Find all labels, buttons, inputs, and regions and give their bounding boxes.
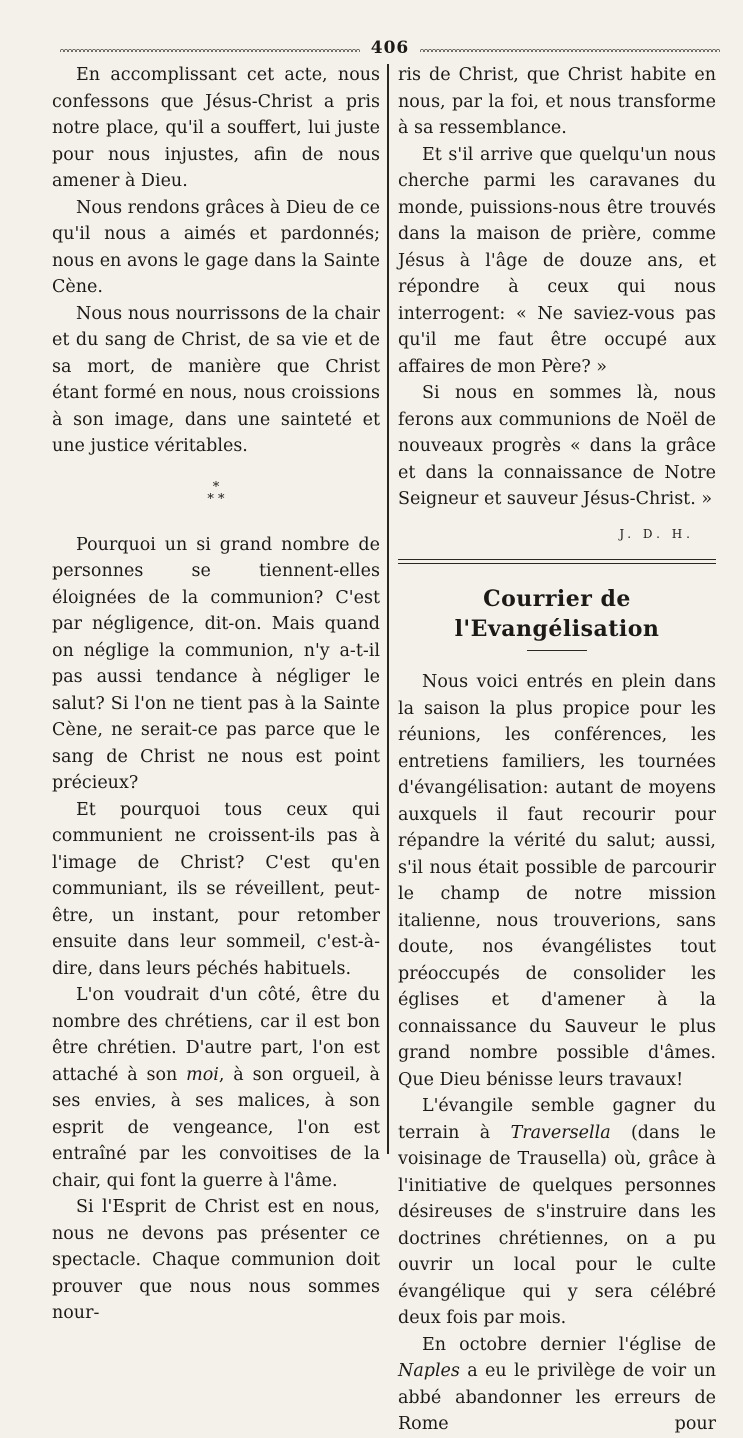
text-run: , à son orgueil, à ses envies, à ses malices, à son esprit de vengeance, l'on est entraîné par les convoitises de la chair, qui font la guerre à l'âme. — [52, 1064, 380, 1191]
text-run: En octobre dernier l'église de — [422, 1334, 716, 1355]
paragraph: Si nous en sommes là, nous ferons aux communions de Noël de nouveaux progrès « dans la grâce et dans la connaissance de Notre Seigneur et sauveur Jésus-Christ. » — [398, 383, 716, 509]
paragraph — [398, 1093, 716, 1332]
section-title: Courrier de l'Evangélisation — [454, 586, 660, 642]
paragraph: Nous rendons grâces à Dieu de ce qu'il nous a aimés et pardonnés; nous en avons le gage dans la Sainte Cène. — [52, 197, 381, 297]
paragraph: Nous voici entrés en plein dans la saison la plus propice pour les réunions, les conférences, les entretiens familiers, les tournées d'évangélisation: autant de moyens auxquels il faut recourir pour répandre la vérité du salut; aussi, s'il nous était possible de parcourir le champ de notre mission italienne, nous trouverions, sans doute, nos évangélistes tout préoccupés de consolider les églises et d'amener à la connaissance du Sauveur le plus grand nombre possible d'âmes. Que Dieu bénisse leurs travaux! — [398, 672, 716, 1090]
author-signature: J. D. H. — [619, 526, 694, 541]
paragraph: Et pourquoi tous ceux qui communient ne croissent-ils pas à l'image de Christ? C'est qu'en communiant, ils se réveillent, peut-être, un instant, pour retomber ensuite dans leur sommeil, c'est-à-dire, dans leurs péchés habituels. — [52, 799, 380, 979]
paragraph — [52, 982, 380, 1194]
title-underline — [527, 650, 587, 651]
page-header — [60, 38, 720, 58]
asterism-top: * — [212, 479, 220, 495]
section-divider — [398, 559, 716, 564]
column-divider — [387, 64, 389, 1154]
page-number: 406 — [370, 38, 410, 58]
text-run: L'on voudrait d'un côté, être du nombre des chrétiens, car il est bon être chrétien. D'autre part, l'on est attaché à son — [52, 985, 380, 1085]
paragraph: Pourquoi un si grand nombre de personnes se tiennent-elles éloignées de la communion? C'est par négligence, dit-on. Mais quand on néglige la communion, n'y a-t-il pas aussi tendance à négliger le salut? Si l'on ne tient pas à la Sainte Cène, ne serait-ce pas parce que le sang de Christ ne nous est point précieux? — [52, 534, 380, 793]
section-asterism — [52, 479, 380, 507]
paragraph: Si l'Esprit de Christ est en nous, nous ne devons pas présenter ce spectacle. Chaque communion doit prouver que nous nous sommes nour- — [52, 1197, 380, 1323]
emphasis: moi — [186, 1064, 219, 1085]
right-column — [398, 62, 716, 1438]
paragraph: Et s'il arrive que quelqu'un nous cherche parmi les caravanes du monde, puissions-nous être trouvés dans la maison de prière, comme Jésus à l'âge de douze ans, et répondre à ceux qui nous interrogent: « Ne saviez-vous pas qu'il me faut être occupé aux affaires de mon Père? » — [398, 144, 716, 377]
paragraph — [398, 1332, 716, 1438]
paragraph: ris de Christ, que Christ habite en nous, par la foi, et nous transforme à sa ressemblance. — [398, 65, 716, 138]
header-ornament-left — [60, 48, 360, 52]
text-run: L'évangile semble gagner du terrain à — [398, 1096, 716, 1143]
emphasis: Traversella — [510, 1122, 611, 1143]
text-run: a eu le privilège de voir un abbé abandonner les erreurs de Rome pour — [398, 1361, 716, 1434]
header-ornament-right — [420, 48, 720, 52]
paragraph: Nous nous nourrissons de la chair et du sang de Christ, de sa vie et de sa mort, de manière que Christ étant formé en nous, nous croissions à son image, dans une sainteté et une justice véritables. — [52, 303, 380, 456]
asterism-bottom: * * — [207, 491, 225, 507]
text-run: (dans le voisinage de Trausella) où, grâce à l'initiative de quelques personnes désireuses de s'instruire dans les doctrines chrétiennes, on a pu ouvrir un local pour le culte évangélique qui y sera célébré deux fois par mois. — [398, 1122, 717, 1328]
paragraph: En accomplissant cet acte, nous confessons que Jésus-Christ a pris notre place, qu'il a souffert, lui juste pour nous injustes, afin de nous amener à Dieu. — [52, 65, 380, 191]
emphasis: Naples — [398, 1361, 460, 1381]
left-column — [52, 62, 380, 1327]
